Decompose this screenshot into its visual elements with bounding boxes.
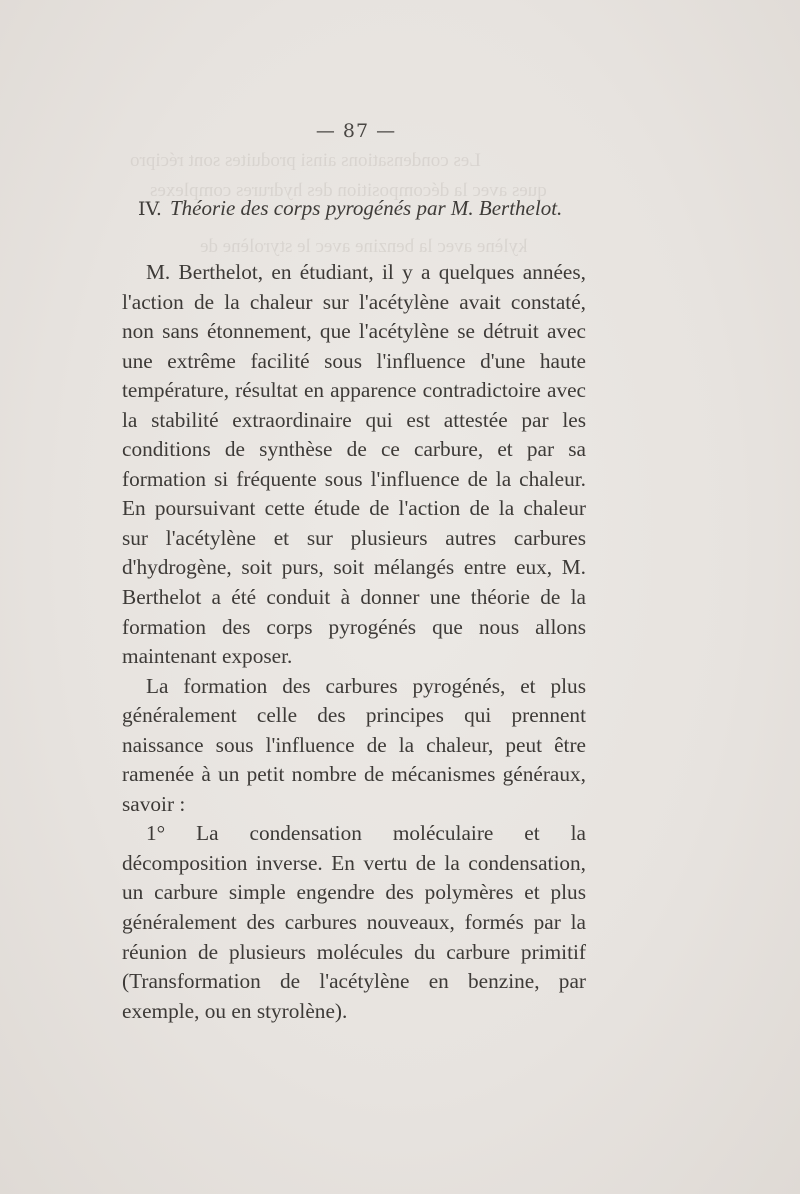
section-title: Théorie des corps pyrogénés par M. Berthelot.	[169, 196, 563, 220]
section-heading	[138, 196, 562, 221]
show-through-text: Les condensations ainsi produites sont récipro	[130, 150, 481, 171]
section-number: IV.	[138, 198, 162, 220]
show-through-text: kylène avec la benzine avec le styrolène de	[200, 236, 528, 257]
paragraph: La formation des carbures pyrogénés, et plus généralement celle des principes qui prennent naissance sous l'influence de la chaleur, peut être ramenée à un petit nombre de mécanismes généraux, savoir :	[122, 673, 586, 816]
page-number: — 87 —	[315, 120, 397, 142]
show-through-text: ques avec la décomposition des hydrures complexes	[150, 180, 547, 201]
paragraph: M. Berthelot, en étudiant, il y a quelques années, l'action de la chaleur sur l'acétylène avait constaté, non sans étonnement, que l'acétylène se détruit avec une extrême facilité sous l'influence d'une haute température, résultat en apparence contradictoire avec la stabilité extraordinaire qui est attestée par les conditions de synthèse de ce carbure, et par sa formation si fréquente sous l'influence de la chaleur. En poursuivant cette étude de l'action de la chaleur sur l'acétylène et sur plusieurs autres carbures d'hydrogène, soit purs, soit mélangés entre eux, M. Berthelot a été conduit à donner une théorie de la formation des corps pyrogénés que nous allons maintenant exposer.	[122, 260, 586, 669]
paragraph: 1° La condensation moléculaire et la décomposition inverse. En vertu de la condensation, un carbure simple engendre des polymères et plus généralement des carbures nouveaux, formés par la réunion de plusieurs molécules du carbure primitif (Transformation de l'acétylène en benzine, par exemple, ou en styrolène).	[122, 821, 586, 1023]
body-text	[122, 258, 586, 1026]
